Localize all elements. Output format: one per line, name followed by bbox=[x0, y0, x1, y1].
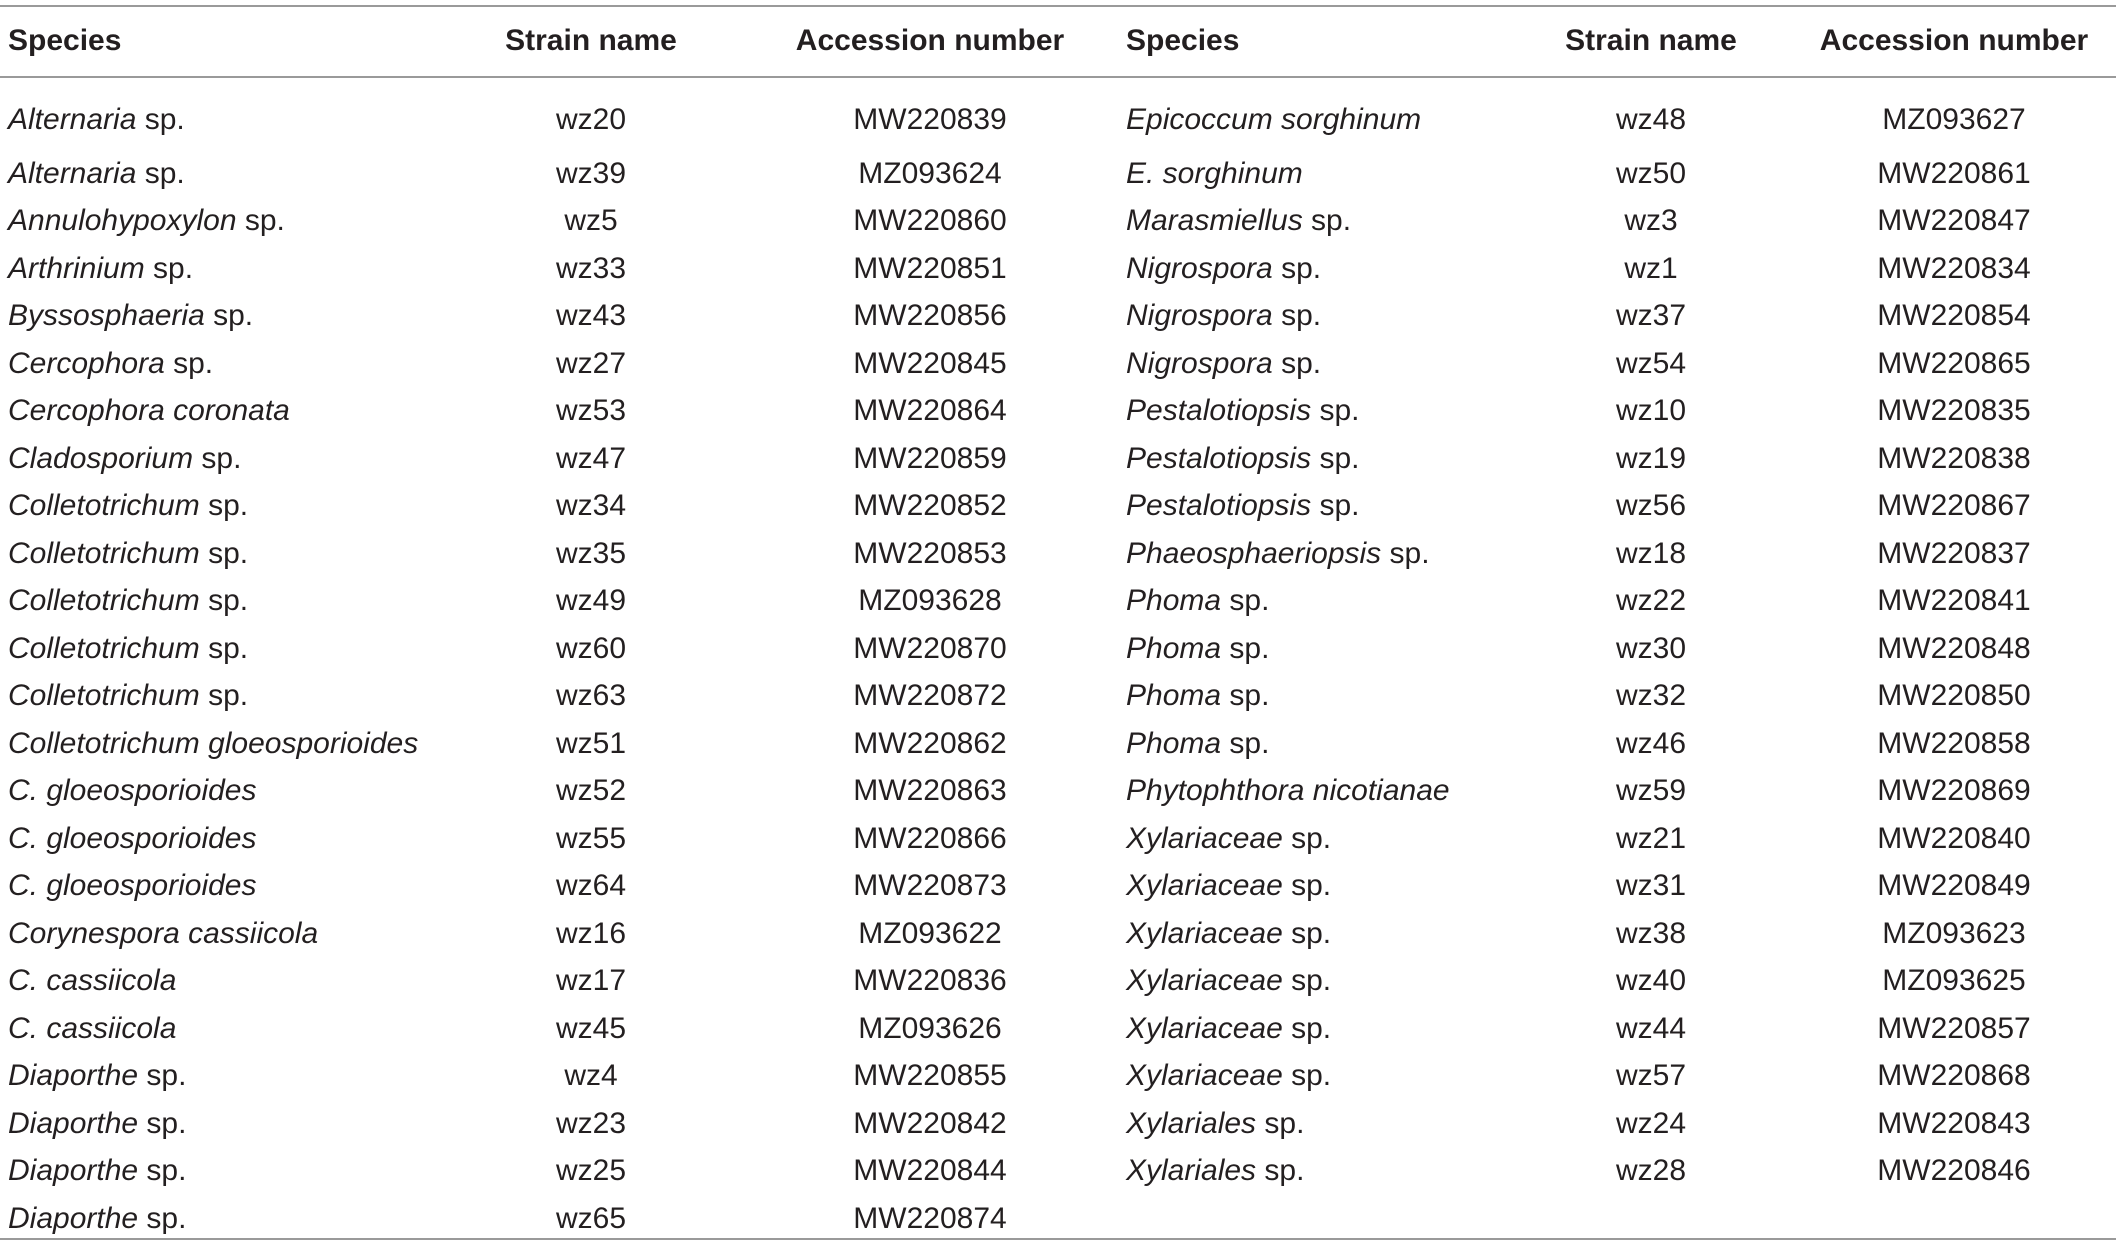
strain-cell-left: wz49 bbox=[555, 584, 627, 617]
table-row bbox=[0, 720, 2116, 768]
strain-cell-left: wz39 bbox=[555, 156, 627, 190]
species-name-italic: Xylariaceae bbox=[1126, 869, 1283, 902]
species-name-italic: Phoma bbox=[1126, 584, 1222, 617]
species-name-italic: Phoma bbox=[1126, 631, 1222, 665]
species-name-italic: Xylariaceae bbox=[1126, 1011, 1283, 1045]
species-suffix: sp. bbox=[136, 103, 185, 136]
strain-cell-left: wz47 bbox=[555, 441, 627, 475]
species-cell-right bbox=[1118, 625, 1510, 673]
accession-cell-right: MW220858 bbox=[1877, 726, 2031, 760]
species-name-italic: Cercophora coronata bbox=[8, 394, 290, 427]
species-cell-right bbox=[1118, 482, 1510, 530]
species-name-italic: Diaporthe bbox=[8, 1154, 139, 1187]
table-row bbox=[0, 625, 2116, 673]
species-cell-right bbox=[1118, 767, 1510, 815]
table-row bbox=[0, 1052, 2116, 1100]
strain-cell-left: wz23 bbox=[555, 1106, 627, 1140]
species-cell-left bbox=[0, 78, 440, 150]
accession-cell-right: MW220846 bbox=[1877, 1154, 2031, 1187]
accession-cell-right: MW220861 bbox=[1877, 156, 2031, 190]
species-name-italic: Diaporthe bbox=[8, 1059, 139, 1092]
accession-cell-left: MW220839 bbox=[853, 103, 1007, 136]
table-row bbox=[0, 530, 2116, 578]
strain-cell-right: wz19 bbox=[1615, 441, 1687, 475]
strain-cell-left: wz20 bbox=[555, 103, 627, 136]
table-row bbox=[0, 862, 2116, 910]
strain-cell-right: wz56 bbox=[1615, 489, 1687, 522]
accession-cell-right: MZ093627 bbox=[1882, 103, 2026, 136]
species-name-italic: E. sorghinum bbox=[1126, 156, 1303, 190]
species-cell-left bbox=[0, 292, 440, 340]
species-suffix: sp. bbox=[1282, 1059, 1332, 1092]
table-row bbox=[0, 245, 2116, 293]
accession-cell-left: MW220845 bbox=[853, 346, 1007, 380]
species-cell-right bbox=[1118, 292, 1510, 340]
species-name-italic: Phaeosphaeriopsis bbox=[1126, 536, 1382, 570]
strain-cell-right: wz38 bbox=[1615, 916, 1687, 950]
table-row bbox=[0, 910, 2116, 958]
species-name-italic: Pestalotiopsis bbox=[1126, 489, 1312, 522]
species-cell-left bbox=[0, 150, 440, 198]
species-name-italic: Alternaria bbox=[8, 156, 137, 190]
species-cell-right bbox=[1118, 340, 1510, 388]
species-cell-left bbox=[0, 387, 440, 435]
species-cell-left bbox=[0, 672, 440, 720]
strain-cell-left: wz63 bbox=[555, 679, 627, 712]
species-cell-right bbox=[1118, 910, 1510, 958]
table-row bbox=[0, 1147, 2116, 1195]
species-name-italic: Cercophora bbox=[8, 346, 165, 380]
species-suffix: sp. bbox=[138, 1059, 187, 1092]
strain-cell-right: wz18 bbox=[1615, 536, 1687, 570]
species-name-italic: Pestalotiopsis bbox=[1126, 394, 1312, 427]
accession-cell-left: MZ093626 bbox=[858, 1011, 1002, 1045]
header-accession-left: Accession number bbox=[795, 24, 1065, 57]
species-cell-right bbox=[1118, 862, 1510, 910]
accession-cell-left: MW220866 bbox=[853, 821, 1007, 855]
species-name-italic: Colletotrichum bbox=[8, 631, 200, 665]
accession-cell-left: MW220842 bbox=[853, 1106, 1007, 1140]
species-cell-left bbox=[0, 720, 440, 768]
species-cell-left bbox=[0, 815, 440, 863]
accession-cell-left: MZ093624 bbox=[858, 156, 1002, 190]
accession-cell-right: MW220865 bbox=[1877, 346, 2031, 380]
species-cell-right bbox=[1118, 387, 1510, 435]
accession-cell-right bbox=[1792, 1195, 2116, 1242]
table-row bbox=[0, 577, 2116, 625]
accession-cell-left: MW220844 bbox=[853, 1154, 1007, 1187]
accession-cell-left: MW220872 bbox=[853, 679, 1007, 712]
accession-cell-left: MW220860 bbox=[853, 204, 1007, 237]
species-suffix: sp. bbox=[1221, 631, 1270, 665]
accession-cell-left: MW220853 bbox=[853, 536, 1007, 570]
species-suffix: sp. bbox=[1256, 1154, 1305, 1187]
species-name-italic: C. cassiicola bbox=[8, 1011, 177, 1045]
table-body bbox=[0, 78, 2116, 1242]
species-cell-right bbox=[1118, 1005, 1510, 1053]
strain-cell-left: wz51 bbox=[555, 726, 627, 760]
table-row bbox=[0, 1005, 2116, 1053]
species-cell-left bbox=[0, 1052, 440, 1100]
species-cell-left bbox=[0, 1005, 440, 1053]
accession-cell-right: MW220841 bbox=[1877, 584, 2031, 617]
table-row bbox=[0, 1195, 2116, 1242]
strain-cell-right: wz22 bbox=[1615, 584, 1687, 617]
species-name-italic: C. gloeosporioides bbox=[8, 774, 257, 807]
species-suffix: sp. bbox=[138, 1201, 187, 1235]
species-name-italic: Colletotrichum bbox=[8, 584, 200, 617]
species-name-italic: Diaporthe bbox=[8, 1201, 139, 1235]
accession-cell-left: MZ093622 bbox=[858, 916, 1002, 950]
accession-cell-left: MW220851 bbox=[853, 251, 1007, 285]
species-name-italic: Alternaria bbox=[8, 103, 137, 136]
strain-cell-right: wz37 bbox=[1615, 299, 1687, 332]
accession-cell-right: MW220869 bbox=[1877, 774, 2031, 807]
species-suffix: sp. bbox=[199, 631, 249, 665]
species-suffix: sp. bbox=[144, 251, 194, 285]
species-suffix: sp. bbox=[138, 1154, 187, 1187]
species-suffix: sp. bbox=[193, 441, 242, 475]
species-suffix: sp. bbox=[136, 156, 185, 190]
accession-cell-right: MW220854 bbox=[1877, 299, 2031, 332]
species-name-italic: Arthrinium bbox=[8, 251, 145, 285]
strain-cell-right: wz3 bbox=[1624, 204, 1678, 237]
strain-cell-left: wz60 bbox=[555, 631, 627, 665]
species-suffix: sp. bbox=[1221, 584, 1270, 617]
species-cell-left bbox=[0, 910, 440, 958]
strain-cell-right: wz57 bbox=[1615, 1059, 1687, 1092]
species-cell-left bbox=[0, 245, 440, 293]
strain-cell-left: wz16 bbox=[555, 916, 627, 950]
species-cell-left bbox=[0, 767, 440, 815]
strain-cell-left: wz43 bbox=[555, 299, 627, 332]
strain-cell-left: wz64 bbox=[555, 869, 627, 902]
strain-cell-left: wz27 bbox=[555, 346, 627, 380]
accession-cell-right: MW220849 bbox=[1877, 869, 2031, 902]
species-cell-right bbox=[1118, 815, 1510, 863]
strain-cell-left: wz55 bbox=[555, 821, 627, 855]
table-row bbox=[0, 197, 2116, 245]
accession-cell-right: MW220847 bbox=[1877, 204, 2031, 237]
table-row bbox=[0, 482, 2116, 530]
accession-cell-left: MW220870 bbox=[853, 631, 1007, 665]
species-cell-right bbox=[1118, 435, 1510, 483]
species-cell-right bbox=[1118, 1100, 1510, 1148]
species-name-italic: Xylariaceae bbox=[1126, 821, 1283, 855]
strain-cell-right: wz21 bbox=[1615, 821, 1687, 855]
table-row bbox=[0, 1100, 2116, 1148]
accession-cell-right: MW220840 bbox=[1877, 821, 2031, 855]
species-suffix: sp. bbox=[236, 204, 285, 237]
species-cell-right bbox=[1118, 530, 1510, 578]
species-cell-left bbox=[0, 1100, 440, 1148]
species-cell-right bbox=[1118, 672, 1510, 720]
species-suffix: sp. bbox=[164, 346, 214, 380]
table-row bbox=[0, 78, 2116, 150]
accession-cell-left: MW220856 bbox=[853, 299, 1007, 332]
table-row bbox=[0, 387, 2116, 435]
species-suffix: sp. bbox=[1282, 1011, 1332, 1045]
strain-cell-right: wz40 bbox=[1615, 964, 1687, 997]
strain-cell-left: wz53 bbox=[555, 394, 627, 427]
accession-cell-right: MW220843 bbox=[1877, 1106, 2031, 1140]
accession-cell-left: MW220836 bbox=[853, 964, 1007, 997]
species-name-italic: Xylariaceae bbox=[1126, 1059, 1283, 1092]
species-suffix: sp. bbox=[1282, 869, 1332, 902]
species-suffix: sp. bbox=[1311, 394, 1360, 427]
accession-cell-right: MW220834 bbox=[1877, 251, 2031, 285]
species-name-italic: Xylariales bbox=[1126, 1106, 1257, 1140]
table-row bbox=[0, 767, 2116, 815]
species-suffix: sp. bbox=[1381, 536, 1430, 570]
species-cell-left bbox=[0, 435, 440, 483]
header-species-right: Species bbox=[1126, 24, 1240, 57]
table-header-row bbox=[0, 0, 2116, 78]
species-name-italic: C. gloeosporioides bbox=[8, 821, 257, 855]
species-name-italic: Marasmiellus bbox=[1126, 204, 1303, 237]
species-suffix: sp. bbox=[1311, 441, 1360, 475]
accession-cell-right: MZ093623 bbox=[1882, 916, 2026, 950]
species-cell-right bbox=[1118, 150, 1510, 198]
species-cell-right bbox=[1118, 720, 1510, 768]
species-name-italic: Cladosporium bbox=[8, 441, 194, 475]
species-cell-left bbox=[0, 862, 440, 910]
species-suffix: sp. bbox=[1221, 726, 1270, 760]
species-suffix: sp. bbox=[199, 584, 249, 617]
strain-cell-right: wz31 bbox=[1615, 869, 1687, 902]
species-cell-right bbox=[1118, 1147, 1510, 1195]
species-cell-right bbox=[1118, 78, 1510, 150]
species-cell-right bbox=[1118, 245, 1510, 293]
strain-cell-right: wz59 bbox=[1615, 774, 1687, 807]
accession-cell-left: MW220873 bbox=[853, 869, 1007, 902]
strain-cell-right: wz30 bbox=[1615, 631, 1687, 665]
species-name-italic: Colletotrichum bbox=[8, 536, 200, 570]
species-name-italic: Epicoccum sorghinum bbox=[1126, 103, 1422, 136]
strain-cell-right: wz24 bbox=[1615, 1106, 1687, 1140]
strain-cell-right bbox=[1510, 1195, 1792, 1242]
species-name-italic: Pestalotiopsis bbox=[1126, 441, 1312, 475]
strain-cell-left: wz65 bbox=[555, 1201, 627, 1235]
species-suffix: sp. bbox=[1272, 299, 1322, 332]
species-name-italic: Annulohypoxylon bbox=[8, 204, 237, 237]
species-suffix: sp. bbox=[1311, 489, 1360, 522]
species-cell-left bbox=[0, 625, 440, 673]
species-name-italic: Phoma bbox=[1126, 679, 1222, 712]
table-row bbox=[0, 150, 2116, 198]
accession-cell-right: MW220838 bbox=[1877, 441, 2031, 475]
species-name-italic: Nigrospora bbox=[1126, 299, 1273, 332]
accession-cell-right: MW220867 bbox=[1877, 489, 2031, 522]
accession-cell-right: MW220848 bbox=[1877, 631, 2031, 665]
strain-cell-right: wz54 bbox=[1615, 346, 1687, 380]
strain-cell-left: wz4 bbox=[564, 1059, 618, 1092]
accession-cell-right: MW220837 bbox=[1877, 536, 2031, 570]
species-name-italic: C. gloeosporioides bbox=[8, 869, 257, 902]
species-cell-left bbox=[0, 1147, 440, 1195]
accession-cell-left: MW220855 bbox=[853, 1059, 1007, 1092]
species-suffix: sp. bbox=[1272, 251, 1322, 285]
strain-cell-right: wz48 bbox=[1615, 103, 1687, 136]
strain-cell-left: wz5 bbox=[564, 204, 618, 237]
species-suffix: sp. bbox=[199, 536, 249, 570]
strain-cell-right: wz44 bbox=[1615, 1011, 1687, 1045]
species-cell-right bbox=[1118, 577, 1510, 625]
species-name-italic: Colletotrichum bbox=[8, 679, 200, 712]
accession-cell-right: MW220868 bbox=[1877, 1059, 2031, 1092]
species-name-italic: Xylariaceae bbox=[1126, 916, 1283, 950]
species-suffix: sp. bbox=[1282, 964, 1332, 997]
species-name-italic: Byssosphaeria bbox=[8, 299, 205, 332]
species-suffix: sp. bbox=[1221, 679, 1270, 712]
species-name-italic: Corynespora cassiicola bbox=[8, 916, 319, 950]
species-suffix: sp. bbox=[1302, 204, 1352, 237]
accession-cell-left: MW220862 bbox=[853, 726, 1007, 760]
strain-cell-right: wz32 bbox=[1615, 679, 1687, 712]
species-suffix: sp. bbox=[1272, 346, 1322, 380]
table-row bbox=[0, 292, 2116, 340]
species-cell-left bbox=[0, 482, 440, 530]
species-cell-right bbox=[1118, 197, 1510, 245]
species-cell-left bbox=[0, 340, 440, 388]
species-name-italic: Phytophthora nicotianae bbox=[1126, 774, 1450, 807]
table-row bbox=[0, 340, 2116, 388]
strain-cell-left: wz34 bbox=[555, 489, 627, 522]
species-suffix: sp. bbox=[1282, 821, 1332, 855]
species-name-italic: Xylariales bbox=[1126, 1154, 1257, 1187]
species-suffix: sp. bbox=[199, 489, 249, 522]
strain-cell-left: wz25 bbox=[555, 1154, 627, 1187]
strain-cell-right: wz46 bbox=[1615, 726, 1687, 760]
species-cell-left bbox=[0, 197, 440, 245]
species-suffix: sp. bbox=[199, 679, 249, 712]
species-name-italic: Xylariaceae bbox=[1126, 964, 1283, 997]
species-name-italic: C. cassiicola bbox=[8, 964, 177, 997]
species-name-italic: Colletotrichum bbox=[8, 489, 200, 522]
species-cell-right bbox=[1118, 1195, 1510, 1242]
species-cell-left bbox=[0, 530, 440, 578]
table-row bbox=[0, 672, 2116, 720]
strain-cell-right: wz10 bbox=[1615, 394, 1687, 427]
species-cell-right bbox=[1118, 1052, 1510, 1100]
table-row bbox=[0, 435, 2116, 483]
strain-cell-right: wz1 bbox=[1624, 251, 1678, 285]
strain-cell-left: wz45 bbox=[555, 1011, 627, 1045]
table-row bbox=[0, 815, 2116, 863]
accession-cell-left: MZ093628 bbox=[858, 584, 1002, 617]
header-strain-right: Strain name bbox=[1565, 24, 1737, 57]
species-name-italic: Nigrospora bbox=[1126, 251, 1273, 285]
species-suffix: sp. bbox=[1282, 916, 1332, 950]
accession-cell-right: MZ093625 bbox=[1882, 964, 2026, 997]
species-name-italic: Phoma bbox=[1126, 726, 1222, 760]
species-name-italic: Nigrospora bbox=[1126, 346, 1273, 380]
species-suffix: sp. bbox=[204, 299, 254, 332]
header-accession-right: Accession number bbox=[1819, 24, 2089, 57]
strain-cell-left: wz17 bbox=[555, 964, 627, 997]
species-suffix: sp. bbox=[138, 1106, 187, 1140]
header-species-left: Species bbox=[8, 24, 122, 57]
species-cell-right bbox=[1118, 957, 1510, 1005]
table-row bbox=[0, 957, 2116, 1005]
accession-cell-right: MW220835 bbox=[1877, 394, 2031, 427]
accession-cell-left: MW220859 bbox=[853, 441, 1007, 475]
species-cell-left bbox=[0, 957, 440, 1005]
accession-cell-left: MW220874 bbox=[853, 1201, 1007, 1235]
accession-cell-right: MW220857 bbox=[1877, 1011, 2031, 1045]
accession-cell-left: MW220863 bbox=[853, 774, 1007, 807]
accession-cell-right: MW220850 bbox=[1877, 679, 2031, 712]
header-strain-left: Strain name bbox=[505, 24, 677, 57]
species-name-italic: Diaporthe bbox=[8, 1106, 139, 1140]
strain-cell-right: wz28 bbox=[1615, 1154, 1687, 1187]
species-suffix: sp. bbox=[1256, 1106, 1305, 1140]
species-name-italic: Colletotrichum gloeosporioides bbox=[8, 726, 419, 760]
species-cell-left bbox=[0, 1195, 440, 1242]
strain-cell-right: wz50 bbox=[1615, 156, 1687, 190]
accession-cell-left: MW220864 bbox=[853, 394, 1007, 427]
strain-cell-left: wz52 bbox=[555, 774, 627, 807]
strain-cell-left: wz35 bbox=[555, 536, 627, 570]
strain-cell-left: wz33 bbox=[555, 251, 627, 285]
accession-cell-left: MW220852 bbox=[853, 489, 1007, 522]
species-cell-left bbox=[0, 577, 440, 625]
